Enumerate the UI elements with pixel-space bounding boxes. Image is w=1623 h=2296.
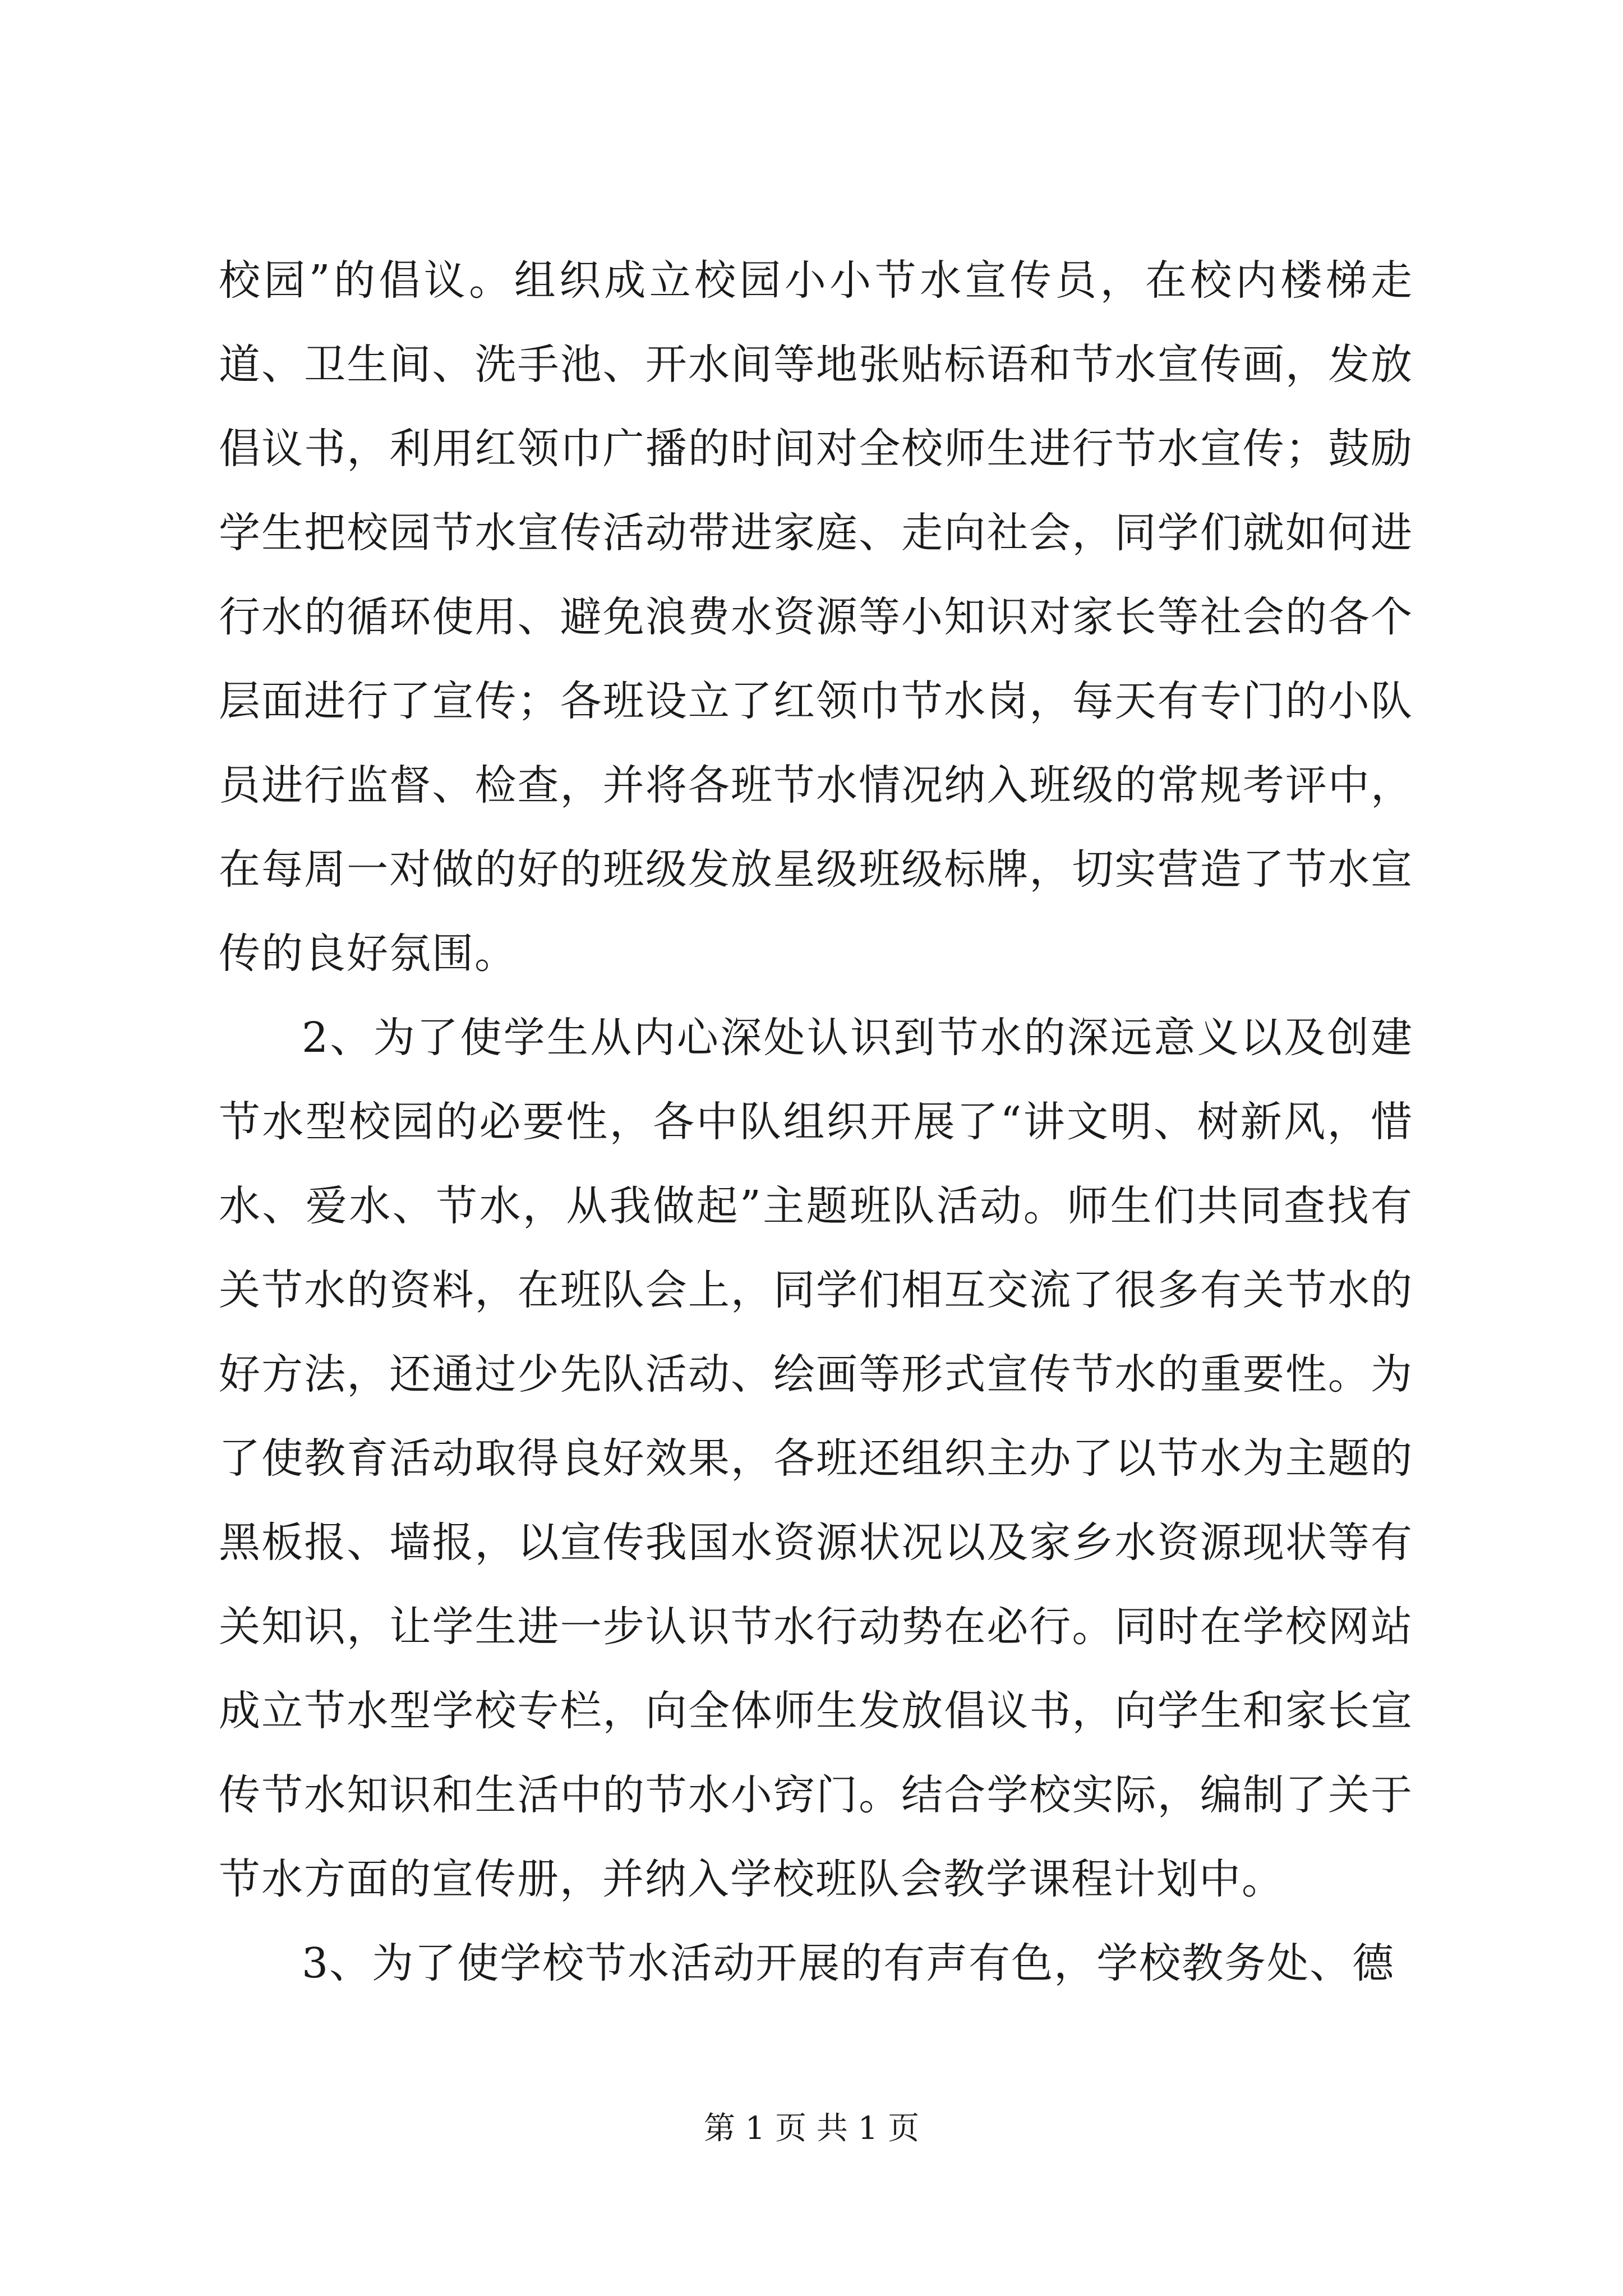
paragraph-item-2: 2、为了使学生从内心深处认识到节水的深远意义以及创建节水型校园的必要性，各中队组织开展了“讲文明、树新风，惜水、爱水、节水，从我做起”主题班队活动。师生们共同查找有关节水的资料，在班队会上，同学们相互交流了很多有关节水的好方法，还通过少先队活动、绘画等形式宣传节水的重要性。为了使教育活动取得良好效果，各班还组织主办了以节水为主题的黑板报、墙报，以宣传我国水资源状况以及家乡水资源现状等有关知识，让学生进一步认识节水行动势在必行。同时在学校网站成立节水型学校专栏，向全体师生发放倡议书，向学生和家长宣传节水知识和生活中的节水小窍门。结合学校实际，编制了关于节水方面的宣传册，并纳入学校班队会教学课程计划中。 [219, 1014, 1413, 1903]
page-footer: 第 1 页 共 1 页 [703, 2110, 920, 2147]
paragraph-item-3: 3、为了使学校节水活动开展的有声有色，学校教务处、德 [302, 1939, 1395, 1987]
document-body [219, 238, 1413, 2005]
paragraph-continuation: 校园”的倡议。组织成立校园小小节水宣传员，在校内楼梯走道、卫生间、洗手池、开水间等地张贴标语和节水宣传画，发放倡议书，利用红领巾广播的时间对全校师生进行节水宣传；鼓励学生把校园节水宣传活动带进家庭、走向社会，同学们就如何进行水的循环使用、避免浪费水资源等小知识对家长等社会的各个层面进行了宣传；各班设立了红领巾节水岗，每天有专门的小队员进行监督、检查，并将各班节水情况纳入班级的常规考评中，在每周一对做的好的班级发放星级班级标牌，切实营造了节水宣传的良好氛围。 [219, 256, 1413, 978]
